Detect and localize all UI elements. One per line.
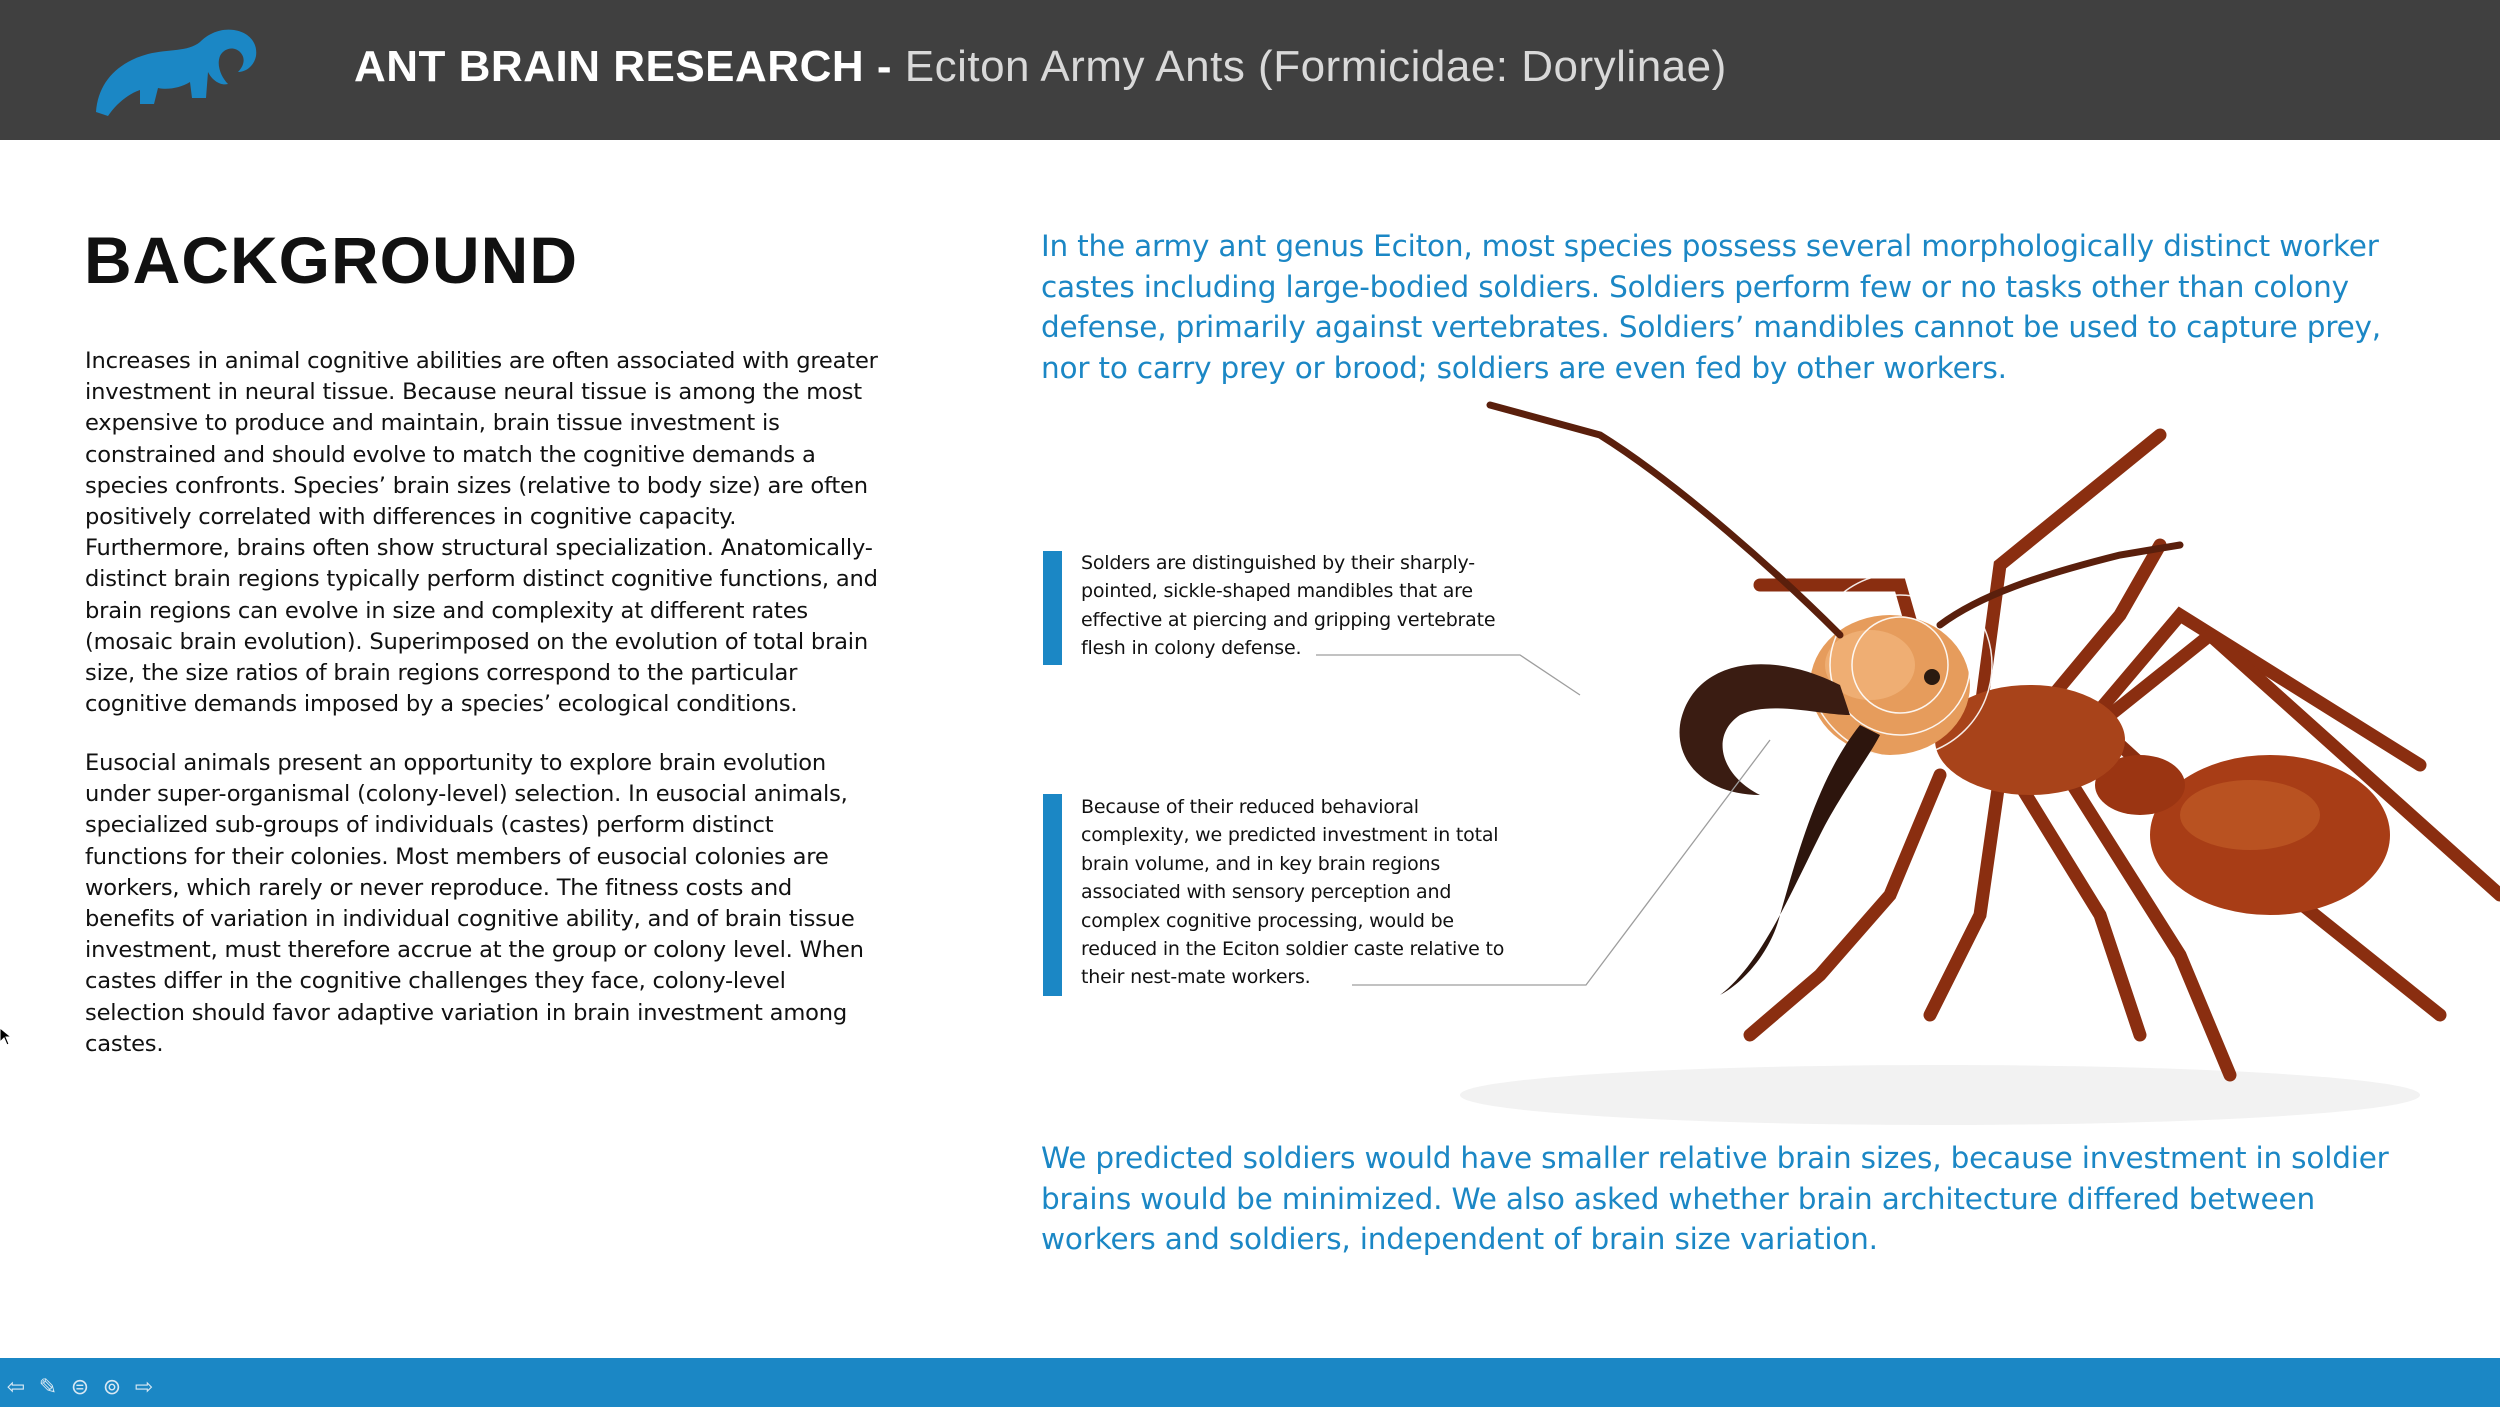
background-paragraph-1: Increases in animal cognitive abilities are often associated with greater investment in neural tissue. Because neural tissue is among the most expensive to produce and maintain, brain tissue investment is constrained and should evolve to match the cognitive demands a species confronts. Species’ brain sizes (relative to body size) are often positively correlated with differences in cognitive capacity. Furthermore, brains often show structural specialization. Anatomically-distinct brain regions typically perform distinct cognitive functions, and brain regions can evolve in size and complexity at different rates (mosaic brain evolution). Superimposed on the evolution of total brain size, the size ratios of brain regions correspond to the particular cognitive demands imposed by a species’ ecological conditions. [85, 348, 878, 718]
slide-navigation [2, 1373, 158, 1401]
background-paragraph-2: Eusocial animals present an opportunity to explore brain evolution under super-organismal (colony-level) selection. In eusocial animals, specialized sub-groups of individuals (castes) perform distinct functions for their colonies. Most members of eusocial colonies are workers, which rarely or never reproduce. The fitness costs and benefits of variation in individual cognitive ability, and of brain tissue investment, must therefore accrue at the group or colony level. When castes differ in the cognitive challenges they face, colony-level selection should favor adaptive variation in brain investment among castes. [85, 750, 864, 1057]
army-ant-soldier-image [1420, 395, 2500, 1140]
mouse-pointer-icon [0, 1028, 12, 1046]
arrow-left-icon[interactable]: ⇦ [6, 1374, 26, 1400]
callout-1-accent-bar [1043, 551, 1062, 665]
presentation-title [354, 42, 1727, 92]
title-sub: Eciton Army Ants (Formicidae: Dorylinae) [904, 42, 1727, 91]
intro-text: In the army ant genus Eciton, most species possess several morphologically distinct worker castes including large-bodied soldiers. Soldiers perform few or no tasks other than colony defense, primarily against vertebrates. Soldiers’ mandibles cannot be used to capture prey, nor to carry prey or brood; soldiers are even fed by other workers. [1041, 229, 2381, 385]
title-strong: ANT BRAIN RESEARCH - [354, 42, 892, 91]
pen-icon[interactable]: ✎ [38, 1374, 58, 1400]
conclusion-text: We predicted soldiers would have smaller relative brain sizes, because investment in soldier brains would be minimized. We also asked whether brain architecture differed between workers and soldiers, independent of brain size variation. [1041, 1141, 2389, 1256]
callout-1-text: Solders are distinguished by their sharply-pointed, sickle-shaped mandibles that are effective at piercing and gripping vertebrate flesh in colony defense. [1081, 552, 1496, 660]
callout-2-text: Because of their reduced behavioral complexity, we predicted investment in total brain volume, and in key brain regions associated with sensory perception and complex cognitive processing, would be reduced in the Eciton soldier caste relative to their nest-mate workers. [1081, 796, 1505, 989]
arrow-right-icon[interactable]: ⇨ [134, 1374, 154, 1400]
callout-2-accent-bar [1043, 794, 1062, 996]
more-icon[interactable]: ⊚ [102, 1374, 122, 1400]
grid-icon[interactable]: ⊜ [70, 1374, 90, 1400]
footer-bar [0, 1358, 2500, 1407]
background-heading: BACKGROUND [84, 223, 578, 297]
header-bar [0, 0, 2500, 140]
elephant-logo-icon [88, 22, 263, 118]
